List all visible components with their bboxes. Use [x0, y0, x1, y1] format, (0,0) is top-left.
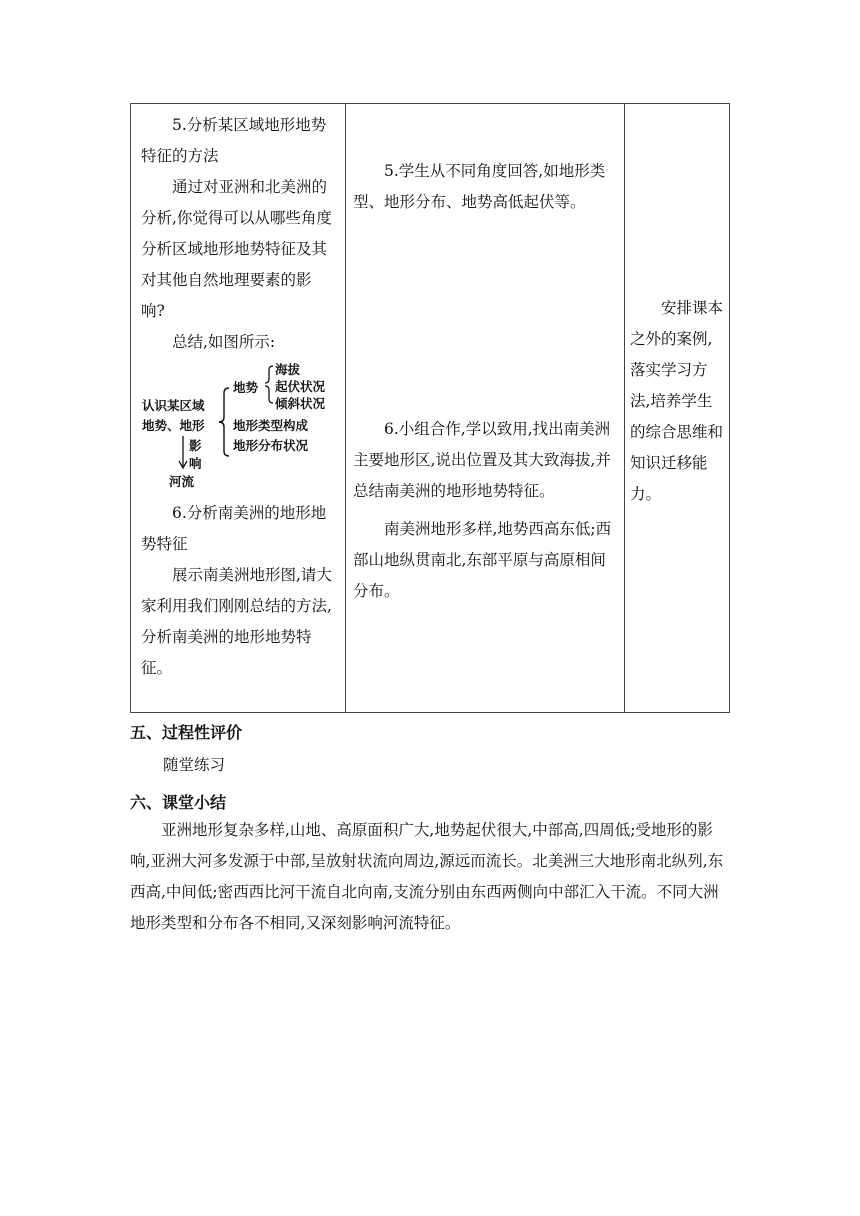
diagram-influence-2: 响	[189, 456, 202, 471]
section6-text: 亚洲地形复杂多样,山地、高原面积广大,地势起伏很大,中部高,四周低;受地形的影响,亚洲大河多发源于中部,呈放射状流向周边,源远而流长。北美洲三大地形南北纵列,东西高,中间低;密西西比河干流自北向南,支流分别由东西两侧向中部汇入干流。不同大洲地形类型和分布各不相同,又深刻影响河流特征。	[130, 821, 724, 932]
diagram-terrain-trend: 地势	[233, 380, 259, 395]
step5-question: 通过对亚洲和北美洲的分析,你觉得可以从哪些角度分析区域地形地势特征及其对其他自然地理要素的影响?	[141, 178, 332, 320]
south-america-summary: 南美洲地形多样,地势西高东低;西部山地纵贯南北,东部平原与高原相间分布。	[353, 520, 612, 600]
student-answer-5: 5.学生从不同角度回答,如地形类型、地形分布、地势高低起伏等。	[353, 162, 606, 211]
diagram-influence-1: 影	[189, 438, 202, 453]
design-intent-column	[624, 104, 731, 712]
student-activity-column	[345, 104, 624, 712]
lesson-table	[130, 103, 730, 713]
student-task-6: 6.小组合作,学以致用,找出南美洲主要地形区,说出位置及其大致海拔,并总结南美洲的地形地势特征。	[353, 420, 611, 500]
diagram-root-line2: 地势、地形	[142, 418, 205, 433]
diagram-relief: 起伏状况	[275, 379, 326, 394]
section5-heading: 五、过程性评价	[130, 723, 243, 742]
diagram-elevation: 海拔	[275, 362, 301, 377]
design-intent-text: 安排课本之外的案例,落实学习方法,培养学生的综合思维和知识迁移能力。	[630, 299, 724, 503]
section6-heading: 六、课堂小结	[130, 793, 227, 812]
step6-instruction: 展示南美洲地形图,请大家利用我们刚刚总结的方法,分析南美洲的地形地势特征。	[141, 566, 332, 677]
diagram-slope: 倾斜状况	[275, 396, 326, 411]
summary-intro: 总结,如图所示:	[172, 333, 276, 351]
step5-title: 5.分析某区域地形地势特征的方法	[141, 116, 327, 165]
diagram-root-line1: 认识某区域	[142, 398, 205, 413]
diagram-landform-distribution: 地形分布状况	[233, 438, 309, 453]
diagram-landform-types: 地形类型构成	[233, 418, 309, 433]
section5-text: 随堂练习	[163, 756, 226, 774]
diagram-river: 河流	[169, 474, 195, 489]
step6-title: 6.分析南美洲的地形地势特征	[141, 504, 327, 553]
terrain-analysis-diagram	[141, 362, 337, 490]
teacher-activity-column	[131, 104, 345, 712]
